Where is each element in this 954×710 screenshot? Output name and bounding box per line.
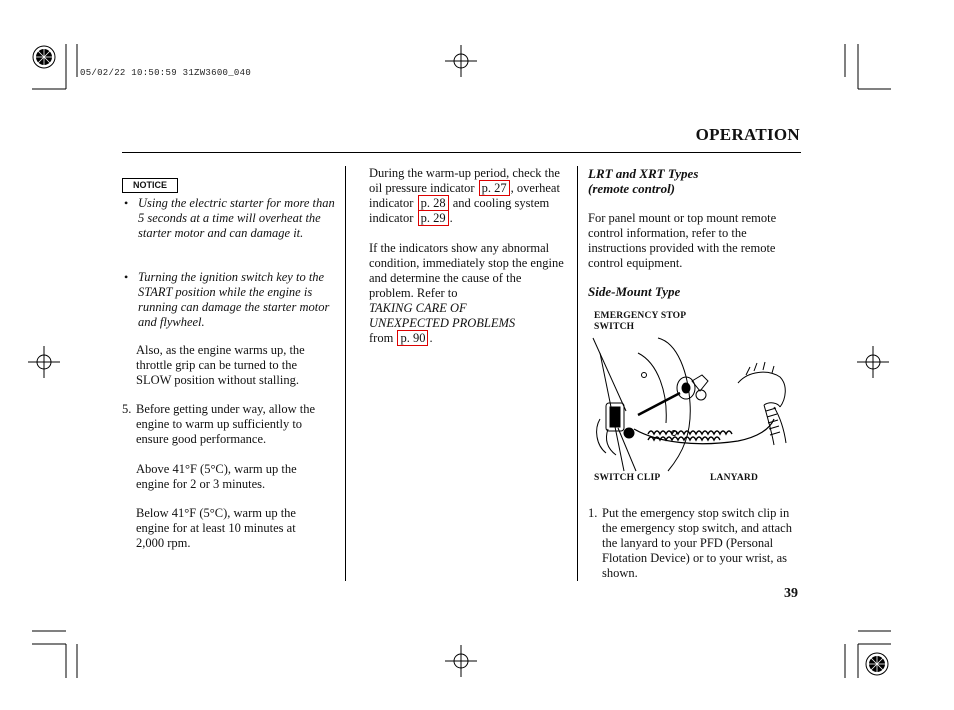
- heading-line: LRT and XRT Types: [588, 166, 699, 181]
- text-span: and: [452, 196, 471, 210]
- column-divider-1: [345, 166, 346, 581]
- starburst-bottom-right: [866, 653, 888, 675]
- text-span: overheat indicator: [369, 181, 560, 210]
- label-line: SWITCH: [594, 322, 635, 332]
- bullet-icon: •: [124, 196, 129, 210]
- label-lanyard: LANYARD: [710, 473, 759, 483]
- registration-target-bottom: [445, 645, 477, 677]
- para-remote-control: For panel mount or top mount remote control information, refer to the instructions provided with the remote control equipment.: [588, 211, 777, 270]
- column-divider-2: [577, 166, 578, 581]
- text-span: During the warm-up period, check the oil pressure indicator: [369, 166, 560, 195]
- para-below-41f: Below 41°F (5°C), warm up the engine for at least 10 minutes at 2,000 rpm.: [136, 506, 296, 550]
- text-span: .: [449, 211, 453, 225]
- cross-reference-title: TAKING CARE OF UNEXPECTED PROBLEMS: [369, 301, 516, 330]
- label-line: EMERGENCY STOP: [594, 311, 687, 321]
- step-1-text: Put the emergency stop switch clip in the emergency stop switch, and attach the lanyard to your PFD (Personal Flotation Device) or to your wrist, as shown.: [602, 506, 792, 580]
- starburst-top-left: [33, 46, 55, 68]
- page-link-29[interactable]: p. 29: [418, 210, 449, 226]
- step-number: 5.: [122, 402, 132, 416]
- page-number: 39: [784, 586, 798, 601]
- step-number: 1.: [588, 506, 598, 520]
- notice-bullet-text: Using the electric starter for more than 5 seconds at a time will overheat the starter motor and can damage it.: [138, 196, 335, 240]
- registration-target-left: [28, 346, 60, 378]
- registration-target-right: [857, 346, 889, 378]
- text-span: from: [369, 331, 394, 345]
- lanyard-graphic: [634, 419, 774, 444]
- text-span: cooling system indicator: [369, 196, 550, 225]
- page-link-28[interactable]: p. 28: [418, 195, 449, 211]
- print-timestamp: 05/02/22 10:50:59 31ZW3600_040: [80, 68, 252, 78]
- emergency-stop-switch-graphic: [677, 375, 708, 400]
- para-abnormal-condition: [369, 241, 569, 346]
- side-mount-illustration: [588, 333, 802, 473]
- page-link-27[interactable]: p. 27: [479, 180, 510, 196]
- control-box-outline: [658, 338, 690, 471]
- heading-line: (remote control): [588, 181, 676, 196]
- heading-side-mount: Side-Mount Type: [588, 284, 681, 299]
- text-span: ,: [510, 181, 514, 195]
- para-warm-up-throttle: Also, as the engine warms up, the throttle grip can be turned to the SLOW position without stalling.: [136, 343, 305, 387]
- heading-lrt-xrt: [588, 166, 698, 196]
- notice-bullet-text: Turning the ignition switch key to the START position while the engine is running can damage the starter motor and flywheel.: [138, 270, 330, 329]
- page-link-90[interactable]: p. 90: [397, 330, 428, 346]
- header-rule: [122, 152, 801, 153]
- notice-badge: NOTICE: [122, 178, 178, 193]
- label-emergency-stop-switch: [594, 311, 686, 333]
- para-indicators: [369, 166, 569, 226]
- label-switch-clip: SWITCH CLIP: [594, 473, 661, 483]
- para-above-41f: Above 41°F (5°C), warm up the engine for 2 or 3 minutes.: [136, 462, 297, 491]
- text-span: .: [429, 331, 433, 345]
- section-title: OPERATION: [695, 125, 800, 144]
- registration-target-top: [445, 45, 477, 77]
- bullet-icon: •: [124, 270, 129, 284]
- step-5-text: Before getting under way, allow the engine to warm up sufficiently to ensure good performance.: [136, 402, 315, 446]
- middle-column: [369, 166, 569, 346]
- text-span: If the indicators show any abnormal condition, immediately stop the engine and determine the cause of the problem. Refer to: [369, 241, 564, 300]
